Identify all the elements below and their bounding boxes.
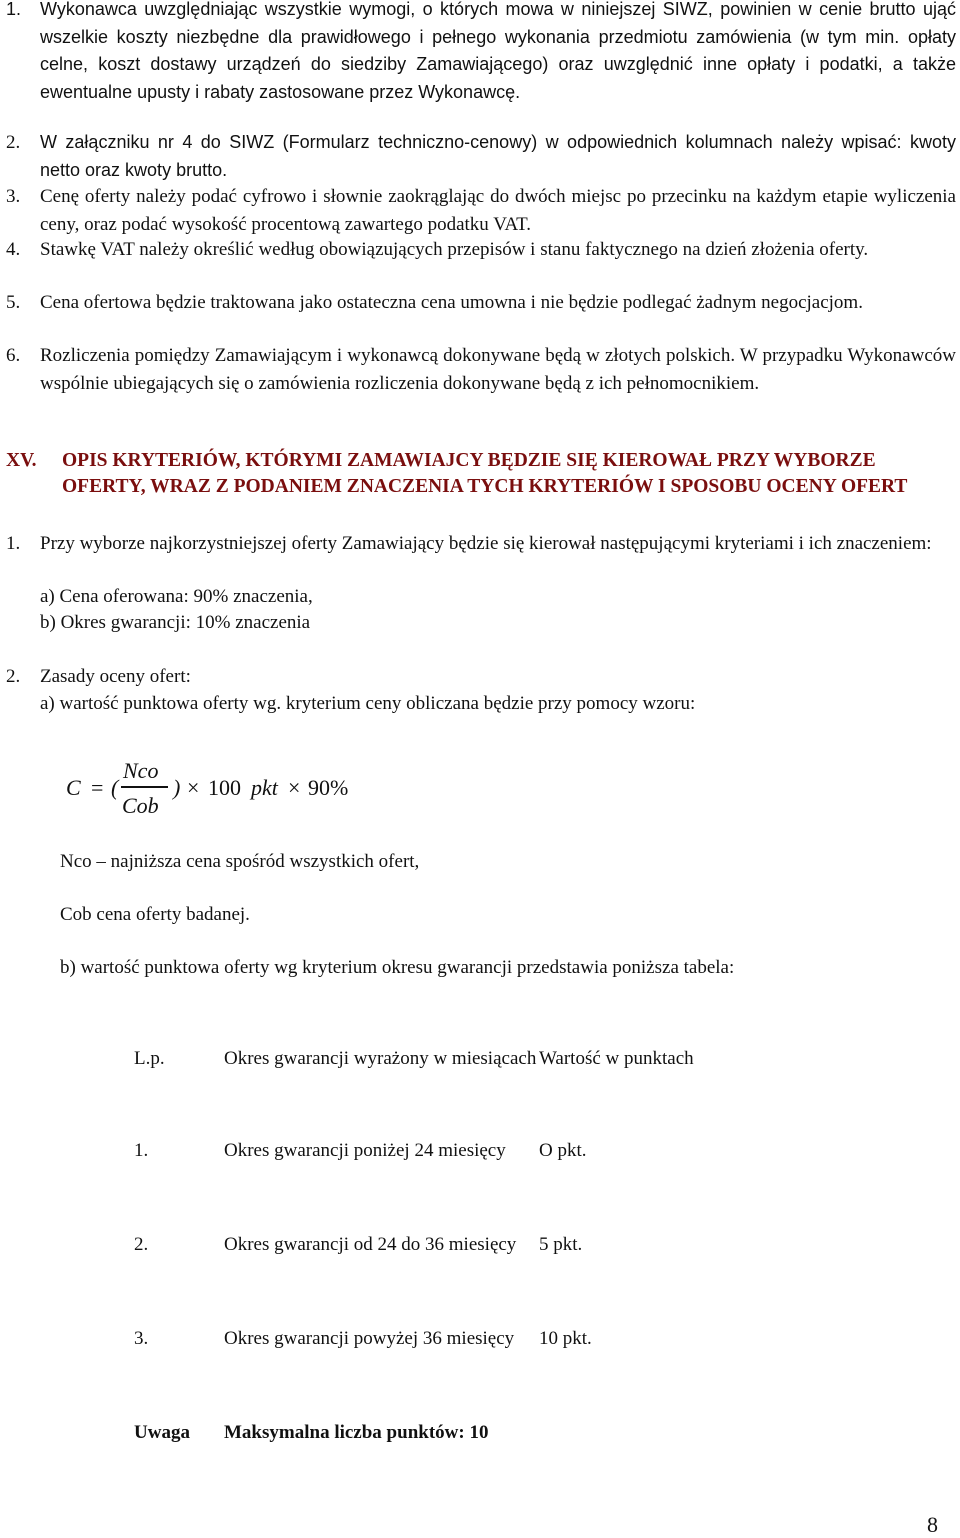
- cob-definition: Cob cena oferty badanej.: [60, 904, 250, 925]
- list-item: [6, 183, 956, 238]
- table-cell: O pkt.: [539, 1140, 587, 1161]
- formula-c: C: [66, 775, 81, 800]
- section-title: OPIS KRYTERIÓW, KTÓRYMI ZAMAWIAJCY BĘDZIE SIĘ KIEROWAŁ PRZY WYBORZE OFERTY, WRAZ Z PODANIEM ZNACZENIA TYCH KRYTERIÓW I SPOSOBU OCENY OFERT: [62, 450, 908, 497]
- table-header-cell: Okres gwarancji wyrażony w miesiącach: [224, 1048, 537, 1069]
- criteria-a: a) Cena oferowana: 90% znaczenia,: [40, 586, 313, 607]
- formula-lparen: (: [111, 775, 119, 800]
- table-cell: Okres gwarancji powyżej 36 miesięcy: [224, 1328, 515, 1349]
- table-header-row: [121, 1038, 799, 1132]
- section-number: XV.: [6, 450, 37, 471]
- list-text: Cena ofertowa będzie traktowana jako ostateczna cena umowna i nie będzie podlegać żadnym negocjacjom.: [40, 292, 863, 313]
- list-number: 4.: [6, 239, 21, 260]
- formula-numerator: Nco: [123, 758, 159, 783]
- table-row: [121, 1320, 799, 1414]
- section-heading: [6, 448, 956, 500]
- page-number: 8: [927, 1512, 938, 1537]
- table-row: [121, 1226, 799, 1320]
- list-item: [6, 342, 956, 397]
- list-item: [6, 289, 956, 317]
- list-text: Wykonawca uwzględniając wszystkie wymogi, o których mowa w niniejszej SIWZ, powinien w cenie brutto ująć wszelkie koszty niezbędne dla prawidłowego i pełnego wykonania przedmiotu zamówienia (w tym min. opłaty celne, koszt dostawy urządzeń do siedziby Zamawiającego) oraz uwzględnić inne opłaty i podatki, a także ewentualne upusty i rabaty zastosowane przez Wykonawcę.: [40, 0, 956, 102]
- table-cell: 3.: [134, 1328, 149, 1349]
- table-cell: 5 pkt.: [539, 1234, 583, 1255]
- list-item: [6, 129, 956, 184]
- list-number: 1.: [6, 0, 22, 19]
- formula-rparen: ): [173, 775, 181, 800]
- criteria-item: [6, 530, 956, 558]
- formula-denominator: Cob: [122, 793, 159, 818]
- price-formula: [66, 758, 386, 828]
- list-number: 2.: [6, 132, 21, 153]
- table-header-cell: Wartość w punktach: [539, 1048, 694, 1069]
- rules-a: a) wartość punktowa oferty wg. kryterium ceny obliczana będzie przy pomocy wzoru:: [40, 693, 696, 714]
- list-number: 3.: [6, 186, 21, 207]
- list-item: [6, 236, 956, 264]
- list-item: [6, 0, 956, 106]
- table-header-cell: L.p.: [134, 1048, 165, 1069]
- formula-equals: =: [91, 775, 104, 800]
- rules-text: Zasady oceny ofert:: [40, 666, 191, 687]
- list-number: 2.: [6, 666, 21, 687]
- list-number: 6.: [6, 345, 21, 366]
- list-number: 5.: [6, 292, 21, 313]
- criteria-text: Przy wyborze najkorzystniejszej oferty Zamawiający będzie się kierował następującymi kryteriami i ich znaczeniem:: [40, 533, 932, 554]
- formula-pkt: pkt: [251, 775, 278, 800]
- table-cell: 10 pkt.: [539, 1328, 592, 1349]
- table-cell: Okres gwarancji od 24 do 36 miesięcy: [224, 1234, 517, 1255]
- table-footer-row: [121, 1414, 799, 1464]
- criteria-b: b) Okres gwarancji: 10% znaczenia: [40, 612, 311, 633]
- list-text: Rozliczenia pomiędzy Zamawiającym i wykonawcą dokonywane będą w złotych polskich. W przypadku Wykonawców wspólnie ubiegających się o zamówienia rozliczenia dokonywane będą z ich pełnomocnikiem.: [40, 345, 956, 394]
- list-text: Stawkę VAT należy określić według obowiązujących przepisów i stanu faktycznego na dzień złożenia oferty.: [40, 239, 869, 260]
- list-number: 1.: [6, 533, 21, 554]
- table-cell: 1.: [134, 1140, 149, 1161]
- table-cell: 2.: [134, 1234, 149, 1255]
- nco-definition: Nco – najniższa cena spośród wszystkich ofert,: [60, 851, 420, 872]
- table-footer-label: Uwaga: [134, 1422, 190, 1443]
- table-row: [121, 1132, 799, 1226]
- warranty-table: [121, 1038, 799, 1464]
- formula-hundred: 100: [208, 775, 241, 800]
- list-text: W załączniku nr 4 do SIWZ (Formularz techniczno-cenowy) w odpowiednich kolumnach należy wpisać: kwoty netto oraz kwoty brutto.: [40, 132, 956, 180]
- table-footer-value: Maksymalna liczba punktów: 10: [224, 1422, 489, 1443]
- rules-item: [6, 663, 956, 691]
- warranty-intro: b) wartość punktowa oferty wg kryterium okresu gwarancji przedstawia poniższa tabela:: [60, 957, 735, 978]
- formula-percent: 90%: [308, 775, 349, 800]
- list-text: Cenę oferty należy podać cyfrowo i słownie zaokrąglając do dwóch miejsc po przecinku na każdym etapie wyliczenia ceny, oraz podać wysokość procentową zawartego podatku VAT.: [40, 186, 956, 235]
- formula-times: ×: [288, 775, 301, 800]
- formula-times: ×: [187, 775, 200, 800]
- fraction-bar: [121, 786, 168, 788]
- table-cell: Okres gwarancji poniżej 24 miesięcy: [224, 1140, 506, 1161]
